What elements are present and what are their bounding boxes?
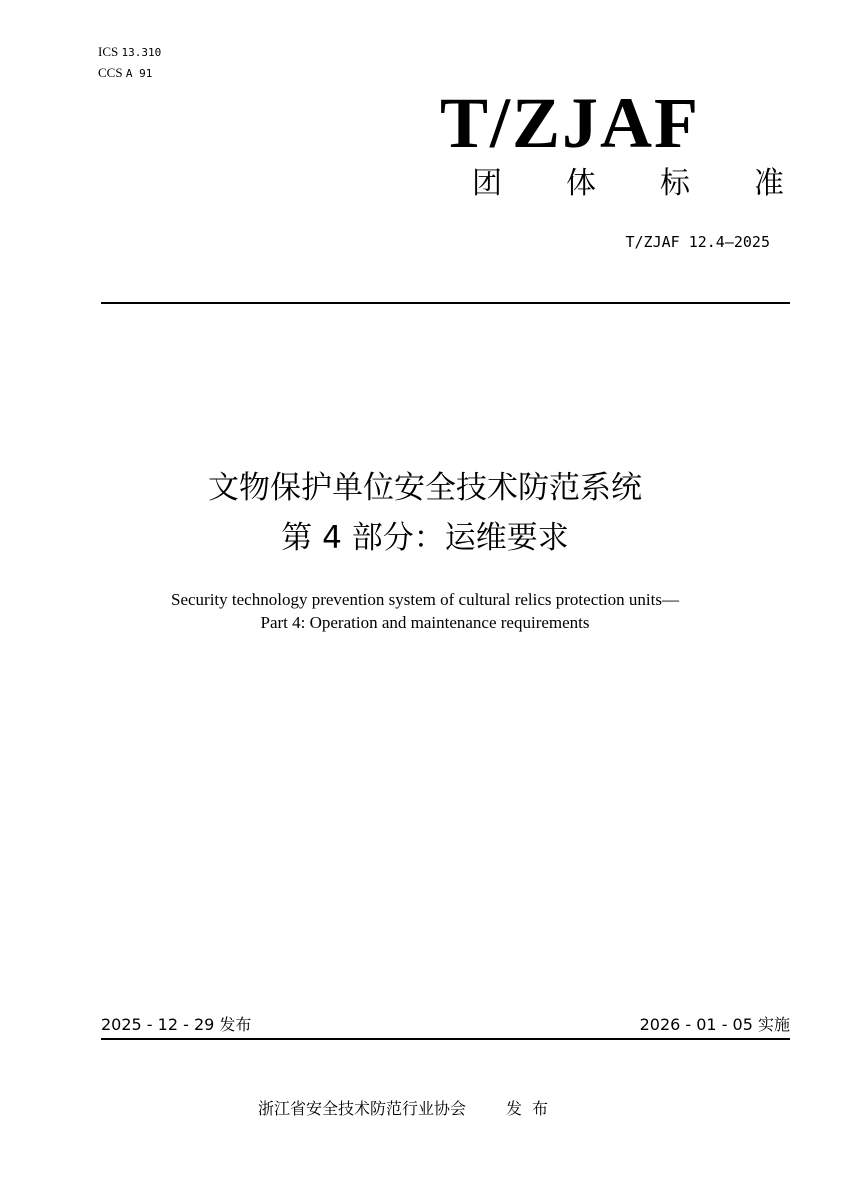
standard-number: T/ZJAF 12.4—2025 <box>625 233 770 251</box>
standard-type-char: 体 <box>566 166 596 201</box>
title-chinese-line2: 第 4 部分：运维要求 <box>281 520 569 556</box>
standard-type-char: 标 <box>660 166 690 201</box>
implementation-date: 2026 - 01 - 05 实施 <box>639 1015 790 1034</box>
ccs-line <box>98 63 161 84</box>
standard-type <box>472 165 784 203</box>
standard-logo: T/ZJAF <box>440 83 701 163</box>
ics-label: ICS <box>98 44 119 59</box>
ics-line <box>98 42 161 63</box>
title-chinese-line1: 文物保护单位安全技术防范系统 <box>208 470 642 506</box>
ccs-label: CCS <box>98 65 123 80</box>
ics-code: 13.310 <box>121 46 162 59</box>
publish-date: 2025 - 12 - 29 发布 <box>101 1015 252 1034</box>
title-english-line1: Security technology prevention system of cultural relics protection units— <box>171 590 679 609</box>
top-divider <box>101 302 790 304</box>
bottom-divider <box>101 1038 790 1040</box>
classification-block <box>98 42 161 84</box>
title-english-line2: Part 4: Operation and maintenance requirements <box>260 613 590 632</box>
standard-type-char: 准 <box>754 166 784 201</box>
issuer-line <box>258 1098 558 1120</box>
standard-type-char: 团 <box>472 166 502 201</box>
ccs-code: A 91 <box>125 67 153 80</box>
issuer-action: 发布 <box>506 1099 559 1118</box>
issuer-organization: 浙江省安全技术防范行业协会 <box>258 1099 467 1118</box>
